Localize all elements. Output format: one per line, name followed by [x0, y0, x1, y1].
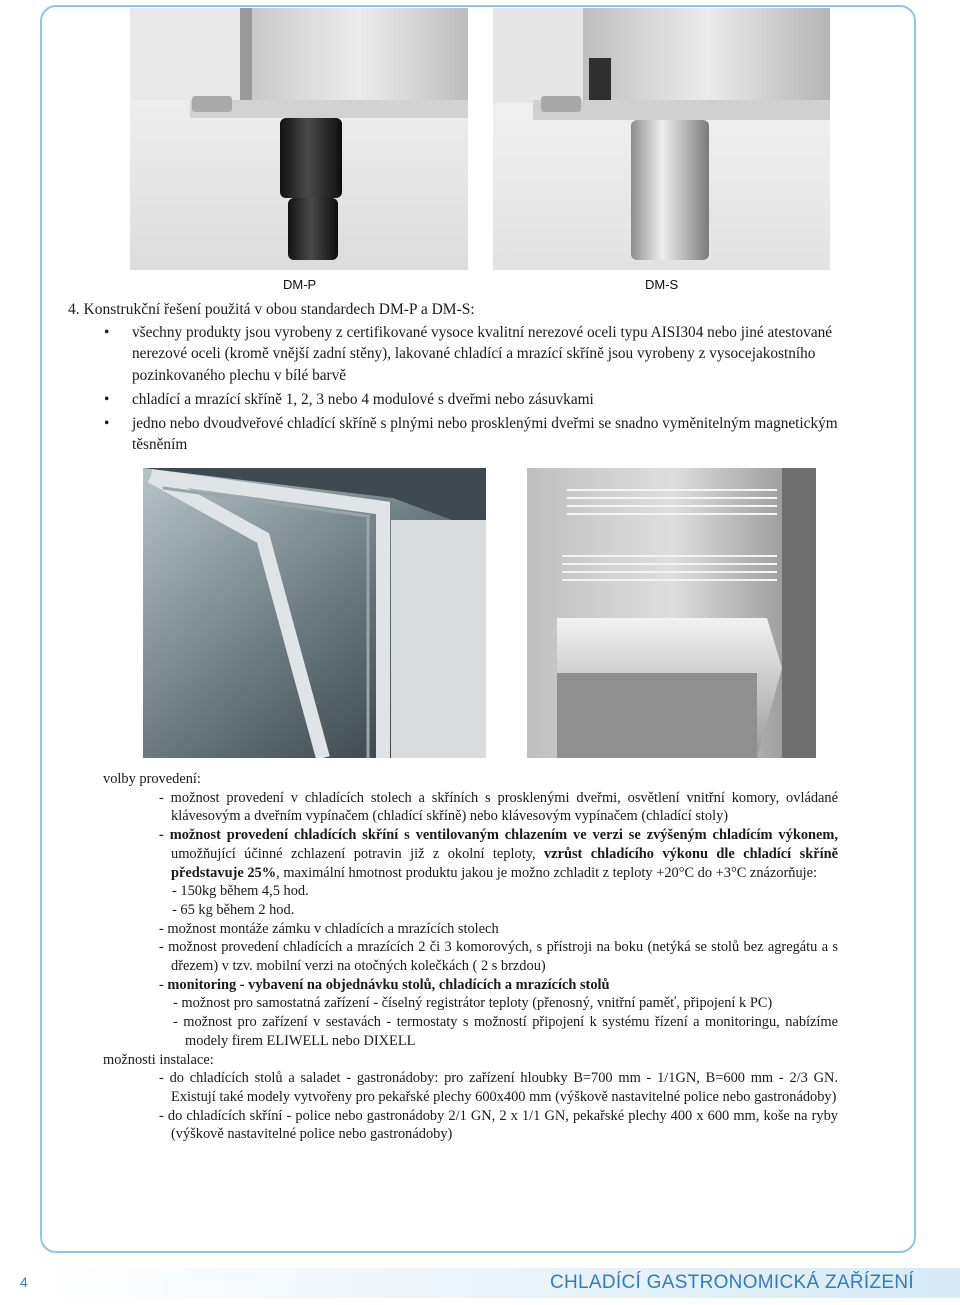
install-item: - do chladících stolů a saladet - gastronádoby: pro zařízení hloubky B=700 mm - 1/1GN, B=600 mm - 2/3 GN. Existují také modely vytvořeny pro pekařské plechy 600x400 mm (výškově nastavitelné police nebo gastronádoby): [159, 1070, 838, 1105]
feature-item: • jedno nebo dvoudveřové chladící skříně s plnými nebo prosklenými dveřmi se snadno vyměnitelným magnetickým těsněním: [104, 415, 838, 454]
page-number: 4: [20, 1274, 28, 1290]
feature-item: • chladící a mrazící skříně 1, 2, 3 nebo 4 modulové s dveřmi nebo zásuvkami: [70, 389, 850, 410]
option-item: - možnost provedení chladících a mrazících 2 či 3 komorových, s přístroji na boku (netýká se stolů bez agregátu a s dřezem) v tzv. mobilní verzi na otočných kolečkách ( 2 s brzdou): [159, 939, 838, 975]
photo-dm-p-leg: [130, 8, 468, 270]
photo-interior-shelves: [527, 468, 816, 758]
option-subitem: - možnost pro samostatná zařízení - číselný registrátor teploty (přenosný, vnitřní paměť, připojení k PC): [173, 995, 773, 1012]
photo-glass-door: [143, 468, 486, 758]
install-item: - do chladících skříní - police nebo gastronádoby 2/1 GN, 2 x 1/1 GN, pekařské plechy 400 x 600 mm, koše na ryby (výškově nastavitelné police nebo gastronádoby): [159, 1107, 838, 1143]
feature-list: [70, 322, 850, 456]
caption-dm-s: DM-S: [645, 277, 679, 292]
install-heading: možnosti instalace:: [103, 1051, 214, 1068]
option-subline: - 150kg během 4,5 hod.: [172, 883, 309, 900]
bullet-icon: •: [104, 390, 110, 408]
bullet-icon: •: [104, 415, 110, 433]
option-subitem: - možnost pro zařízení v sestavách - termostaty s možností připojení k systému řízení a monitoringu, nabízíme modely firem ELIWELL nebo DIXELL: [173, 1014, 838, 1049]
options-install-text: [103, 770, 838, 1144]
option-subline: - 65 kg během 2 hod.: [172, 901, 295, 918]
caption-dm-p: DM-P: [283, 277, 317, 292]
section-intro: 4. Konstrukční řešení použitá v obou standardech DM-P a DM-S:: [68, 301, 475, 318]
feature-item: • všechny produkty jsou vyrobeny z certifikované vysoce kvalitní nerezové oceli typu AISI304 nebo jiné atestované nerezové oceli (kromě vnější zadní stěny), lakované chladící a mrazící skříně jsou vyrobeny z vysocejakostního pozinkovaného plechu v bílé barvě: [104, 324, 833, 384]
option-item: - možnost provedení chladících skříní s ventilovaným chlazením ve verzi se zvýšeným chladícím výkonem, umožňující účinné zchlazení potravin již z okolní teploty, vzrůst chladícího výkonu dle chladící skříně představuje 25%, maximální hmotnost produktu jakou je možno zchladit z teploty +20°C do +3°C znázorňuje:: [159, 827, 838, 881]
options-heading: volby provedení:: [103, 771, 201, 787]
bullet-icon: •: [104, 324, 110, 341]
footer-title: CHLADÍCÍ GASTRONOMICKÁ ZAŘÍZENÍ: [549, 1272, 914, 1293]
option-item: - monitoring - vybavení na objednávku stolů, chladících a mrazících stolů: [159, 976, 610, 993]
option-item: - možnost provedení v chladících stolech a skříních s prosklenými dveřmi, osvětlení vnitřní komory, ovládané klávesovým a dveřním vypínačem (chladící skříně) nebo klávesovým vypínačem (chladící stoly): [159, 789, 838, 825]
page-footer: [0, 1262, 960, 1300]
option-item: - možnost montáže zámku v chladících a mrazících stolech: [159, 920, 499, 937]
photo-dm-s-leg: [493, 8, 830, 270]
